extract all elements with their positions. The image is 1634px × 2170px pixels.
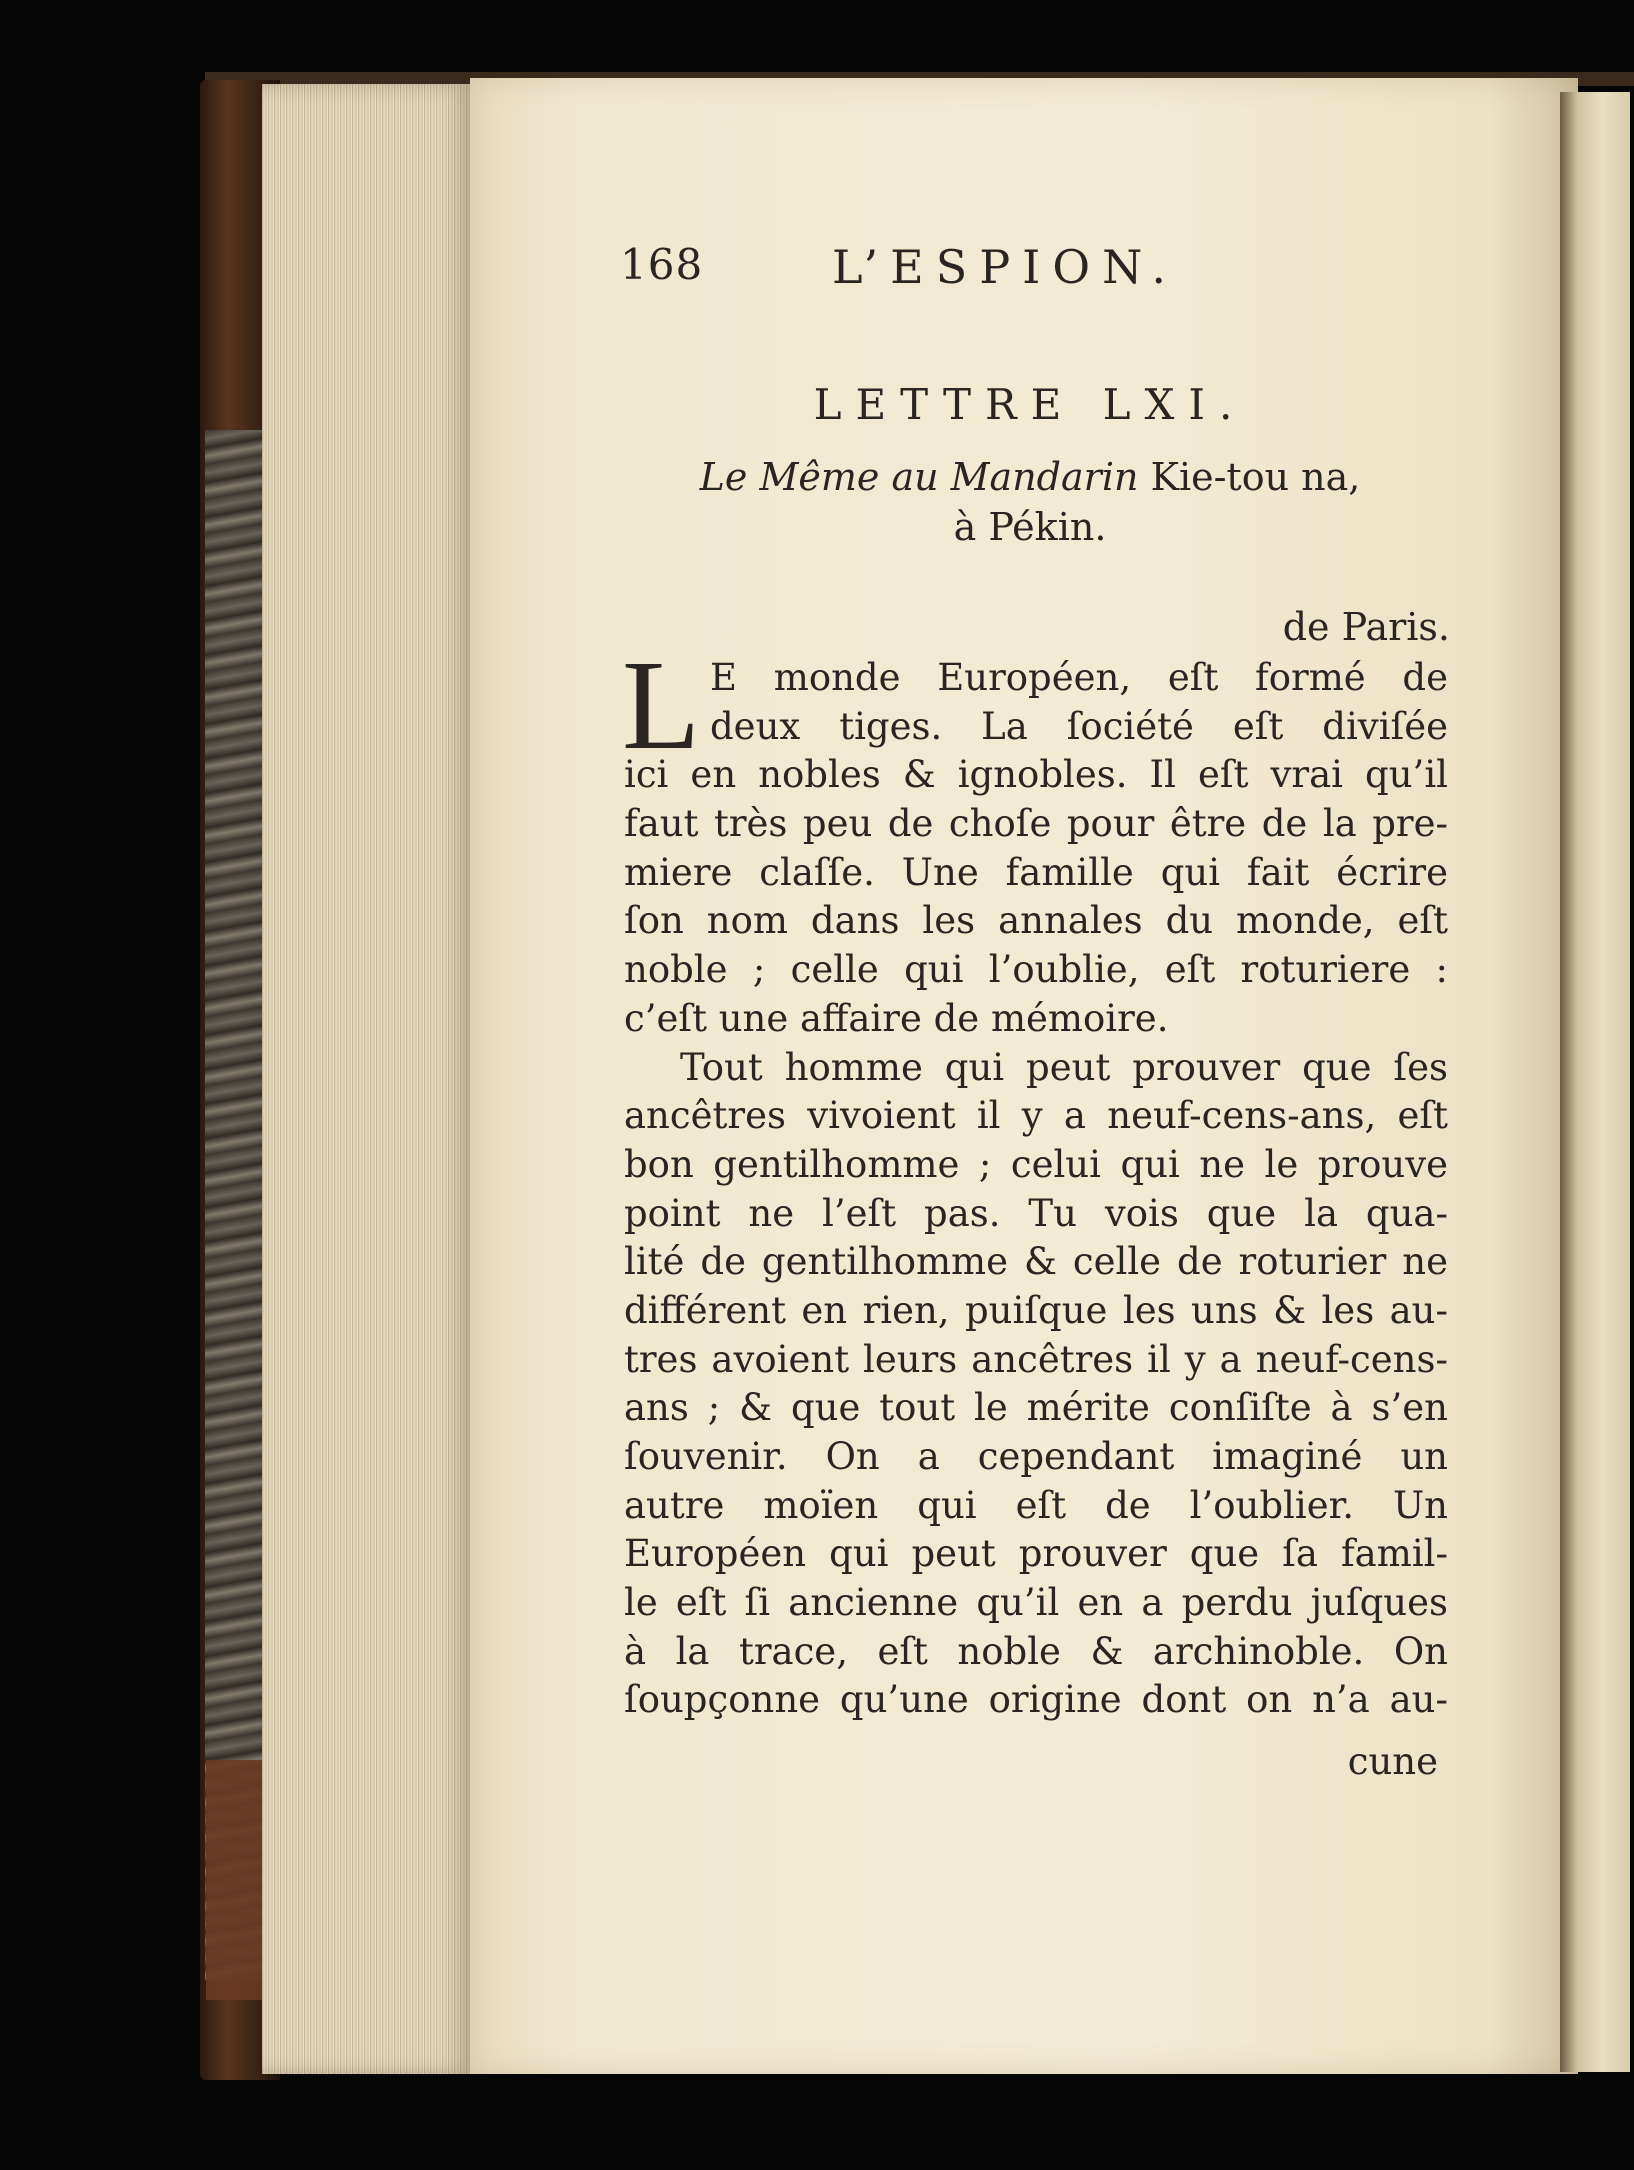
text-line: ſouvenir. On a cependant imaginé un [624,1435,1448,1478]
catchword: cune [1347,1740,1438,1783]
text-line: le eſt ſi ancienne qu’il en a perdu juſques [624,1581,1448,1625]
text-line: autre moïen qui eſt de l’oublier. Un [624,1483,1448,1527]
addressee [620,452,1440,552]
text-line: lité de gentilhomme & celle de roturier ne [624,1240,1448,1284]
text-line: bon gentilhomme ; celui qui ne le prouve [624,1142,1448,1186]
dateline: de Paris. [1282,605,1450,649]
text-line: ans ; & que tout le mérite conſiſte à s’en [624,1386,1448,1430]
addressee-italic: Le Même au Mandarin [699,455,1139,499]
text-line: E monde Européen, eſt formé de [710,656,1448,699]
gutter [1560,92,1630,2072]
text-line: Tout homme qui peut prouver que ſes [680,1045,1448,1089]
drop-cap: L [622,634,701,776]
text-line: différent en rien, puiſque les uns & les au- [624,1288,1448,1332]
running-head [620,240,1420,300]
text-line: miere claſſe. Une famille qui fait écrire [624,850,1448,894]
text-line: ſoupçonne qu’une origine dont on n’a au- [624,1678,1448,1722]
body-text [624,654,1448,1725]
text-line: ancêtres vivoient il y a neuf-cens-ans, eſt [624,1094,1448,1138]
text-line: à la trace, eſt noble & archinoble. On [624,1629,1448,1673]
text-line: c’eſt une affaire de mémoire. [624,996,1169,1040]
page-edges [262,84,472,2074]
running-title: L’ESPION. [832,240,1178,294]
text-line: deux tiges. La ſociété eſt diviſée [710,704,1448,748]
page-number: 168 [620,240,704,289]
text-line: noble ; celle qui l’oublie, eſt roturiere : [624,948,1448,992]
text-line: tres avoient leurs ancêtres il y a neuf-cens- [624,1337,1448,1381]
addressee-name: Kie-tou na, [1150,455,1361,499]
text-line: point ne l’eſt pas. Tu vois que la qua- [624,1191,1448,1235]
text-line: faut très peu de choſe pour être de la pre- [624,802,1448,846]
addressee-place: à Pékin. [953,505,1107,549]
text-line: ſon nom dans les annales du monde, eſt [624,899,1448,943]
text-line: ici en nobles & ignobles. Il eſt vrai qu’il [624,753,1448,797]
letter-title: LETTRE LXI. [813,380,1247,429]
text-line: Européen qui peut prouver que ſa famil- [624,1532,1448,1576]
